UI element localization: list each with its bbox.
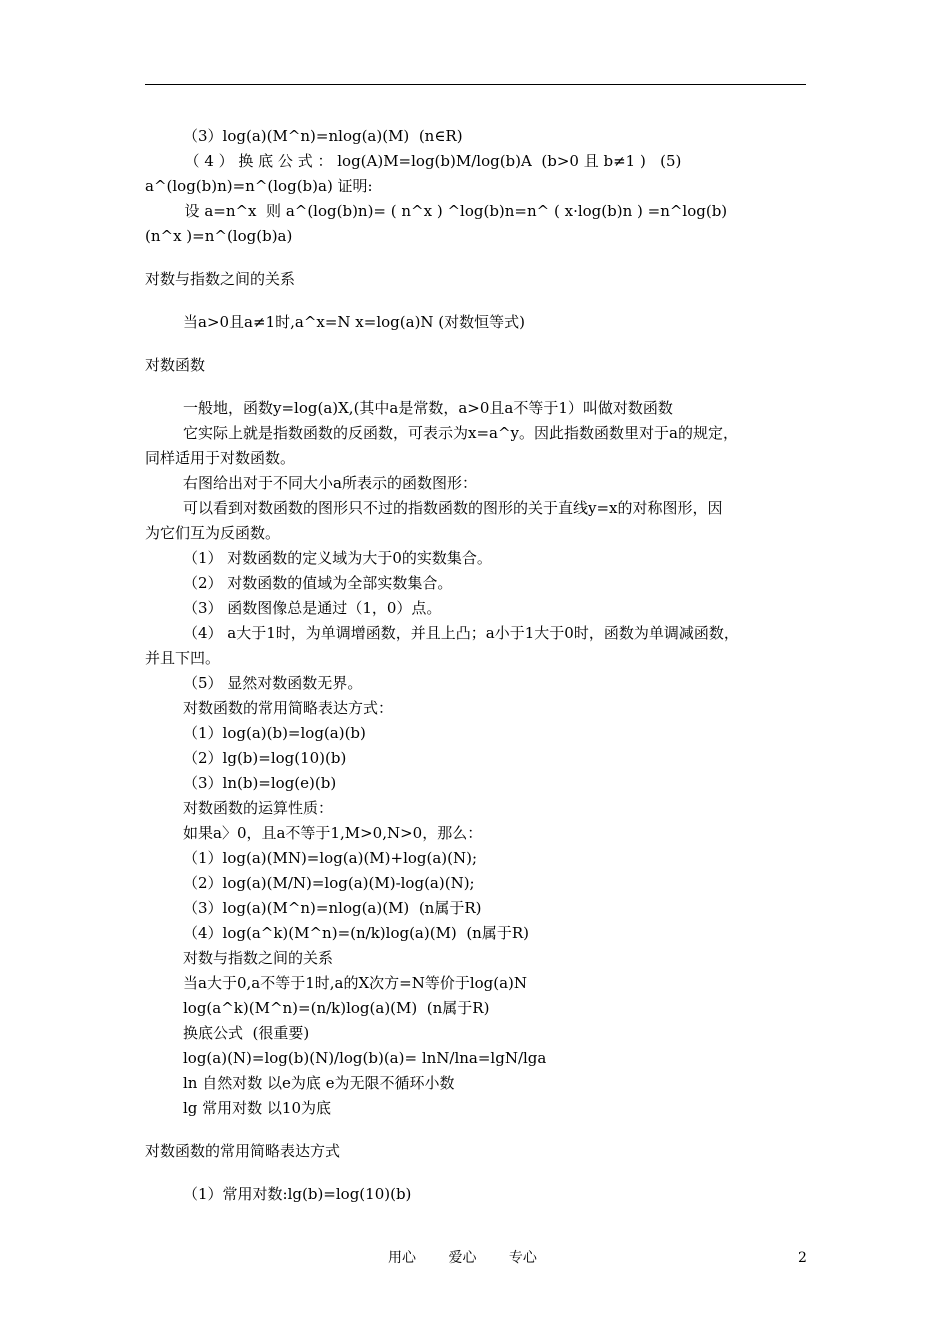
text-line: a^(log(b)n)=n^(log(b)a) 证明: (145, 177, 373, 195)
text-line: （2）log(a)(M/N)=log(a)(M)-log(a)(N); (183, 874, 475, 892)
text-line: 右图给出对于不同大小a所表示的函数图形： (183, 474, 477, 492)
text-line: 并且下凹。 (145, 649, 221, 667)
text-line: log(a^k)(M^n)=(n/k)log(a)(M) (n属于R) (183, 999, 490, 1017)
text-line: 可以看到对数函数的图形只不过的指数函数的图形的关于直线y=x的对称图形，因 (183, 499, 723, 517)
text-line: 同样适用于对数函数。 (145, 449, 296, 467)
text-line: （3）log(a)(M^n)=nlog(a)(M) (n属于R) (183, 899, 482, 917)
text-line: 设 a=n^x 则 a^(log(b)n)= ( n^x ) ^log(b)n=n^ ( x·log(b)n ) =n^log(b) (175, 202, 728, 220)
text-line: 对数与指数之间的关系 (183, 949, 334, 967)
text-line: (n^x )=n^(log(b)a) (145, 227, 293, 245)
footer-motto (388, 1248, 565, 1268)
footer-motto-2: 爱心 (448, 1250, 477, 1266)
text-line: （1）log(a)(b)=log(a)(b) (183, 724, 366, 742)
text-line: 一般地，函数y=log(a)X,(其中a是常数，a>0且a不等于1）叫做对数函数 (183, 399, 673, 417)
text-line: （2） 对数函数的值域为全部实数集合。 (183, 574, 453, 592)
text-line: （1）常用对数:lg(b)=log(10)(b) (183, 1185, 412, 1203)
text-line: 它实际上就是指数函数的反函数，可表示为x=a^y。因此指数函数里对于a的规定， (183, 424, 738, 442)
text-line: 为它们互为反函数。 (145, 524, 281, 542)
section-heading: 对数与指数之间的关系 (145, 270, 296, 288)
text-line: （1）log(a)(MN)=log(a)(M)+log(a)(N); (183, 849, 478, 867)
text-line: 如果a〉0，且a不等于1,M>0,N>0，那么： (183, 824, 483, 842)
text-line: （4）log(a^k)(M^n)=(n/k)log(a)(M) (n属于R) (183, 924, 529, 942)
text-line: 当a>0且a≠1时,a^x=N x=log(a)N (对数恒等式) (183, 313, 526, 331)
text-line: lg 常用对数 以10为底 (183, 1099, 332, 1117)
section-heading: 对数函数的常用简略表达方式 (145, 1142, 341, 1160)
section-heading: 对数函数 (145, 356, 206, 374)
text-line: （ 4 ） 换 底 公 式 ： log(A)M=log(b)M/log(b)A (b>0 且 b≠1 ) (5) (175, 152, 682, 170)
header-rule (145, 84, 806, 85)
text-line: 对数函数的运算性质： (183, 799, 334, 817)
page-number: 2 (798, 1250, 807, 1266)
text-line: （4） a大于1时，为单调增函数，并且上凸；a小于1大于0时，函数为单调减函数， (183, 624, 739, 642)
text-line: （3） 函数图像总是通过（1，0）点。 (183, 599, 442, 617)
text-line: （3）ln(b)=log(e)(b) (183, 774, 337, 792)
text-line: （1） 对数函数的定义域为大于0的实数集合。 (183, 549, 492, 567)
document-body (145, 124, 806, 1207)
text-line: （3）log(a)(M^n)=nlog(a)(M) (n∈R) (183, 127, 463, 145)
text-line: 换底公式 (很重要) (183, 1024, 310, 1042)
text-line: （5） 显然对数函数无界。 (183, 674, 363, 692)
text-line: ln 自然对数 以e为底 e为无限不循环小数 (183, 1074, 455, 1092)
text-line: log(a)(N)=log(b)(N)/log(b)(a)= lnN/lna=lgN/lga (183, 1049, 547, 1067)
text-line: 当a大于0,a不等于1时,a的X次方=N等价于log(a)N (183, 974, 528, 992)
footer-motto-3: 专心 (508, 1250, 537, 1266)
footer-motto-1: 用心 (388, 1250, 416, 1266)
text-line: 对数函数的常用简略表达方式： (183, 699, 394, 717)
text-line: （2）lg(b)=log(10)(b) (183, 749, 347, 767)
